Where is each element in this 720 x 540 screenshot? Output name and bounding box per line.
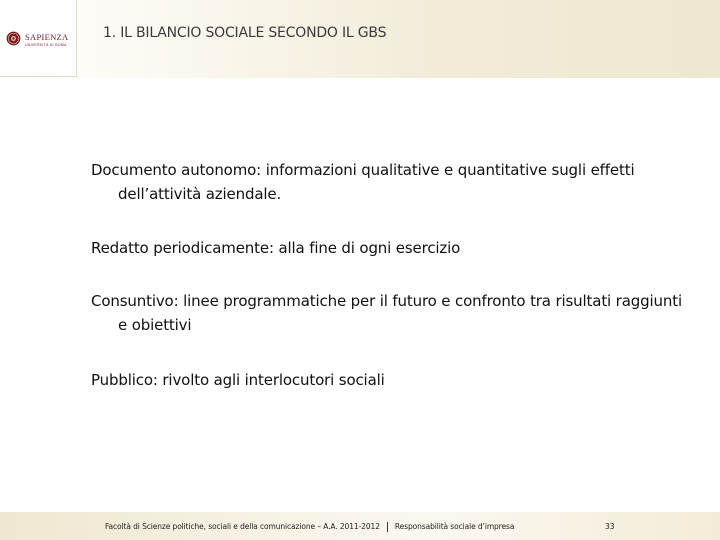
- slide-header: [0, 0, 720, 78]
- page-number: 33: [605, 522, 615, 531]
- bullet-item: Consuntivo: linee programmatiche per il futuro e confronto tra risultati raggiunti e obiettivi: [91, 292, 682, 334]
- bullet-item: Redatto periodicamente: alla fine di ogni esercizio: [91, 239, 461, 257]
- footer-divider: [387, 522, 388, 532]
- logo-subtitle: UNIVERSITÀ DI ROMA: [25, 43, 67, 47]
- bullet-item: Documento autonomo: informazioni qualitative e quantitative sugli effetti dell’attività aziendale.: [91, 161, 635, 203]
- footer-text: [105, 522, 514, 532]
- slide-title: 1. IL BILANCIO SOCIALE SECONDO IL GBS: [103, 25, 387, 41]
- slide-footer: [0, 512, 720, 540]
- footer-course: Responsabilità sociale d’impresa: [394, 522, 515, 531]
- university-logo: [0, 0, 77, 77]
- logo-wordmark: SAPIENZA: [25, 32, 69, 42]
- bullet-list: [91, 158, 691, 392]
- footer-faculty: Facoltà di Scienze politiche, sociali e della comunicazione – A.A. 2011-2012: [105, 522, 380, 531]
- university-seal-icon: [6, 31, 21, 46]
- bullet-item: Pubblico: rivolto agli interlocutori sociali: [91, 371, 385, 389]
